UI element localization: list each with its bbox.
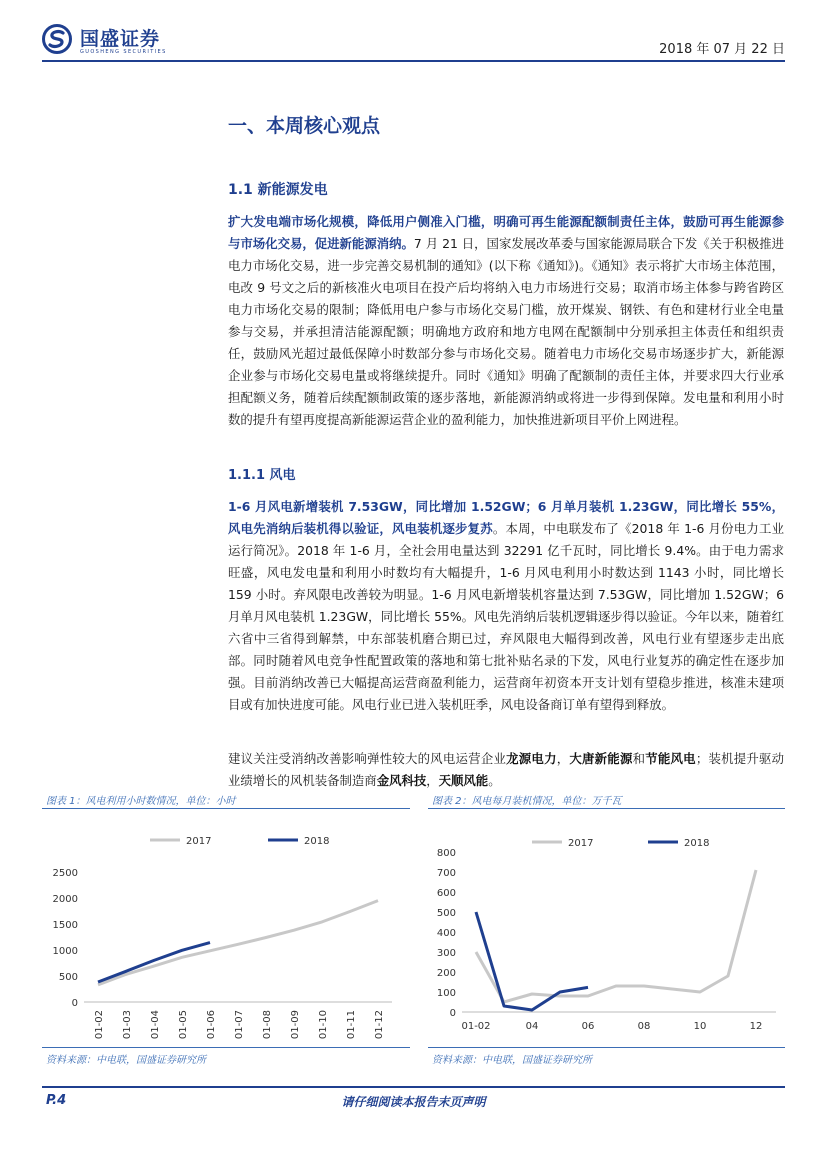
figure-1-svg: [42, 812, 410, 1046]
stock-name: 天顺风能: [438, 773, 489, 788]
legend-label-2017: 2017: [186, 836, 212, 847]
logo-name: 国盛证券: [80, 28, 161, 50]
figure-2-bottom-rule: [428, 1047, 785, 1048]
text-segment: 和: [632, 751, 646, 766]
figure-2-source: 资料来源：中电联，国盛证券研究所: [432, 1055, 592, 1066]
series-line-2017: [476, 870, 756, 1002]
paragraph-recommendation: [228, 748, 784, 792]
series-line-2017: [98, 901, 378, 985]
legend-label-2017: 2017: [568, 838, 594, 849]
x-tick-label: 01-09: [290, 1010, 301, 1040]
stock-name: 龙源电力: [506, 751, 557, 766]
subsection-heading: 1.1 新能源发电: [228, 182, 328, 198]
logo-subtitle: GUOSHENG SECURITIES: [80, 49, 167, 55]
x-tick-label: 01-04: [150, 1010, 161, 1040]
figure-1-bottom-rule: [42, 1047, 410, 1048]
series-line-2018: [98, 943, 210, 982]
paragraph-lead: 1-6 月风电新增装机 7.53GW，同比增加 1.52GW；6 月单月装机 1.23GW，同比增长 55%，风电先消纳后装机得以验证，风电装机逐步复苏: [228, 499, 784, 536]
figure-2-top-rule: [428, 808, 785, 809]
logo-icon: [42, 24, 72, 54]
y-tick-label: 2000: [52, 894, 78, 905]
x-tick-label: 01-12: [374, 1010, 385, 1040]
y-tick-label: 500: [58, 972, 78, 983]
y-tick-label: 200: [436, 968, 456, 979]
y-tick-label: 2500: [52, 868, 78, 879]
figure-1-title: 图表 1：风电利用小时数情况，单位：小时: [46, 796, 236, 807]
text-segment: 。: [488, 773, 501, 788]
x-tick-label: 12: [749, 1021, 763, 1032]
figure-1-chart: [42, 812, 410, 1046]
x-tick-label: 10: [693, 1021, 707, 1032]
y-tick-label: 600: [436, 888, 456, 899]
figure-1-top-rule: [42, 808, 410, 809]
y-tick-label: 700: [436, 868, 456, 879]
x-tick-label: 01-11: [346, 1010, 357, 1040]
x-tick-label: 01-06: [206, 1010, 217, 1040]
company-logo: [42, 22, 172, 58]
text-segment: ，: [556, 751, 570, 766]
paragraph-body: 。本周，中电联发布了《2018 年 1-6 月份电力工业运行简况》。2018 年 1-6 月，全社会用电量达到 32291 亿千瓦时，同比增长 9.4%。由于电力需求旺盛，风电发电量和利用小时数均有大幅提升，1-6 月风电利用小时数达到 1143 小时，同比增长 159 小时。弃风限电改善较为明显。1-6 月风电新增装机容量达到 7.53GW，同比增加 1.52GW；6 月单月风电装机 1.23GW，同比增长 55%。风电先消纳后装机逻辑逐步得以验证。今年以来，随着红六省中三省得到解禁，中东部装机磨合期已过，弃风限电大幅得到改善，风电行业有望逐步走出底部。同时随着风电竞争性配置政策的落地和第七批补贴名录的下发，风电行业复苏的确定性在逐步加强。目前消纳改善已大幅提高运营商盈利能力，运营商年初资本开支计划有望稳步推进，核准未建项目或有加快进度可能。风电行业已进入装机旺季，风电设备商订单有望得到释放。: [228, 521, 784, 712]
x-tick-label: 08: [637, 1021, 651, 1032]
x-tick-label: 06: [581, 1021, 595, 1032]
paragraph-wind-installs: [228, 496, 784, 716]
x-tick-label: 01-10: [318, 1010, 329, 1040]
paragraph-market-reform: [228, 211, 784, 431]
stock-name: 大唐新能源: [569, 751, 633, 766]
y-tick-label: 0: [71, 998, 78, 1009]
figure-1-source: 资料来源：中电联，国盛证券研究所: [46, 1055, 206, 1066]
stock-name: 节能风电: [645, 751, 696, 766]
y-tick-label: 1500: [52, 920, 78, 931]
x-tick-label: 04: [525, 1021, 539, 1032]
footer-divider: [42, 1086, 785, 1088]
x-tick-label: 01-03: [122, 1010, 133, 1040]
legend-label-2018: 2018: [684, 838, 710, 849]
x-tick-label: 01-02: [461, 1021, 491, 1032]
paragraph-body: 7 月 21 日，国家发展改革委与国家能源局联合下发《关于积极推进电力市场化交易，进一步完善交易机制的通知》(以下称《通知》)。《通知》表示将扩大市场主体范围，电改 9 号文之后的新核准火电项目在投产后均将纳入电力市场进行交易；取消市场主体参与跨省跨区电力市场化交易的限制；降低用电户参与市场化交易门槛，放开煤炭、钢铁、有色和建材行业全电量参与交易，并承担清洁能源配额；明确地方政府和地方电网在配额制中分别承担主体责任和组织责任，鼓励风光超过最低保障小时数部分参与市场化交易。随着电力市场化交易市场逐步扩大，新能源企业参与市场化交易电量或将继续提升。同时《通知》明确了配额制的责任主体，并要求四大行业承担配额义务，随着后续配额制政策的逐步落地，新能源消纳或将进一步得到保障。发电量和利用小时数的提升有望再度提高新能源运营企业的盈利能力，加快推进新项目平价上网进程。: [228, 236, 785, 427]
y-tick-label: 300: [436, 948, 456, 959]
paragraph-lead: 扩大发电端市场化规模，降低用户侧准入门槛，明确可再生能源配额制责任主体，鼓励可再生能源参与市场化交易，促进新能源消纳。: [228, 214, 784, 251]
text-segment: 建议关注受消纳改善影响弹性较大的风电运营企业: [228, 751, 507, 766]
x-tick-label: 01-07: [234, 1010, 245, 1040]
y-tick-label: 1000: [52, 946, 78, 957]
text-segment: ；装机提升驱动业绩增长的风机装备制造商: [228, 751, 785, 788]
header-divider: [42, 60, 785, 62]
y-tick-label: 800: [436, 848, 456, 859]
x-tick-label: 01-05: [178, 1010, 189, 1040]
report-date: 2018 年 07 月 22 日: [659, 42, 785, 57]
x-tick-label: 01-02: [94, 1010, 105, 1040]
stock-name: 金风科技: [376, 773, 427, 788]
y-tick-label: 100: [436, 988, 456, 999]
text-segment: ，: [426, 773, 439, 788]
y-tick-label: 0: [449, 1008, 456, 1019]
legend-label-2018: 2018: [304, 836, 330, 847]
page-number: P.4: [46, 1093, 67, 1108]
figure-2-chart: [428, 812, 785, 1046]
y-tick-label: 500: [436, 908, 456, 919]
figure-2-svg: [428, 812, 785, 1046]
disclaimer-note: 请仔细阅读本报告末页声明: [341, 1095, 486, 1109]
figure-2-title: 图表 2：风电每月装机情况，单位：万千瓦: [432, 796, 622, 807]
section-heading: 一、本周核心观点: [228, 115, 381, 137]
x-tick-label: 01-08: [262, 1010, 273, 1040]
y-tick-label: 400: [436, 928, 456, 939]
subsubsection-heading: 1.1.1 风电: [228, 468, 296, 483]
